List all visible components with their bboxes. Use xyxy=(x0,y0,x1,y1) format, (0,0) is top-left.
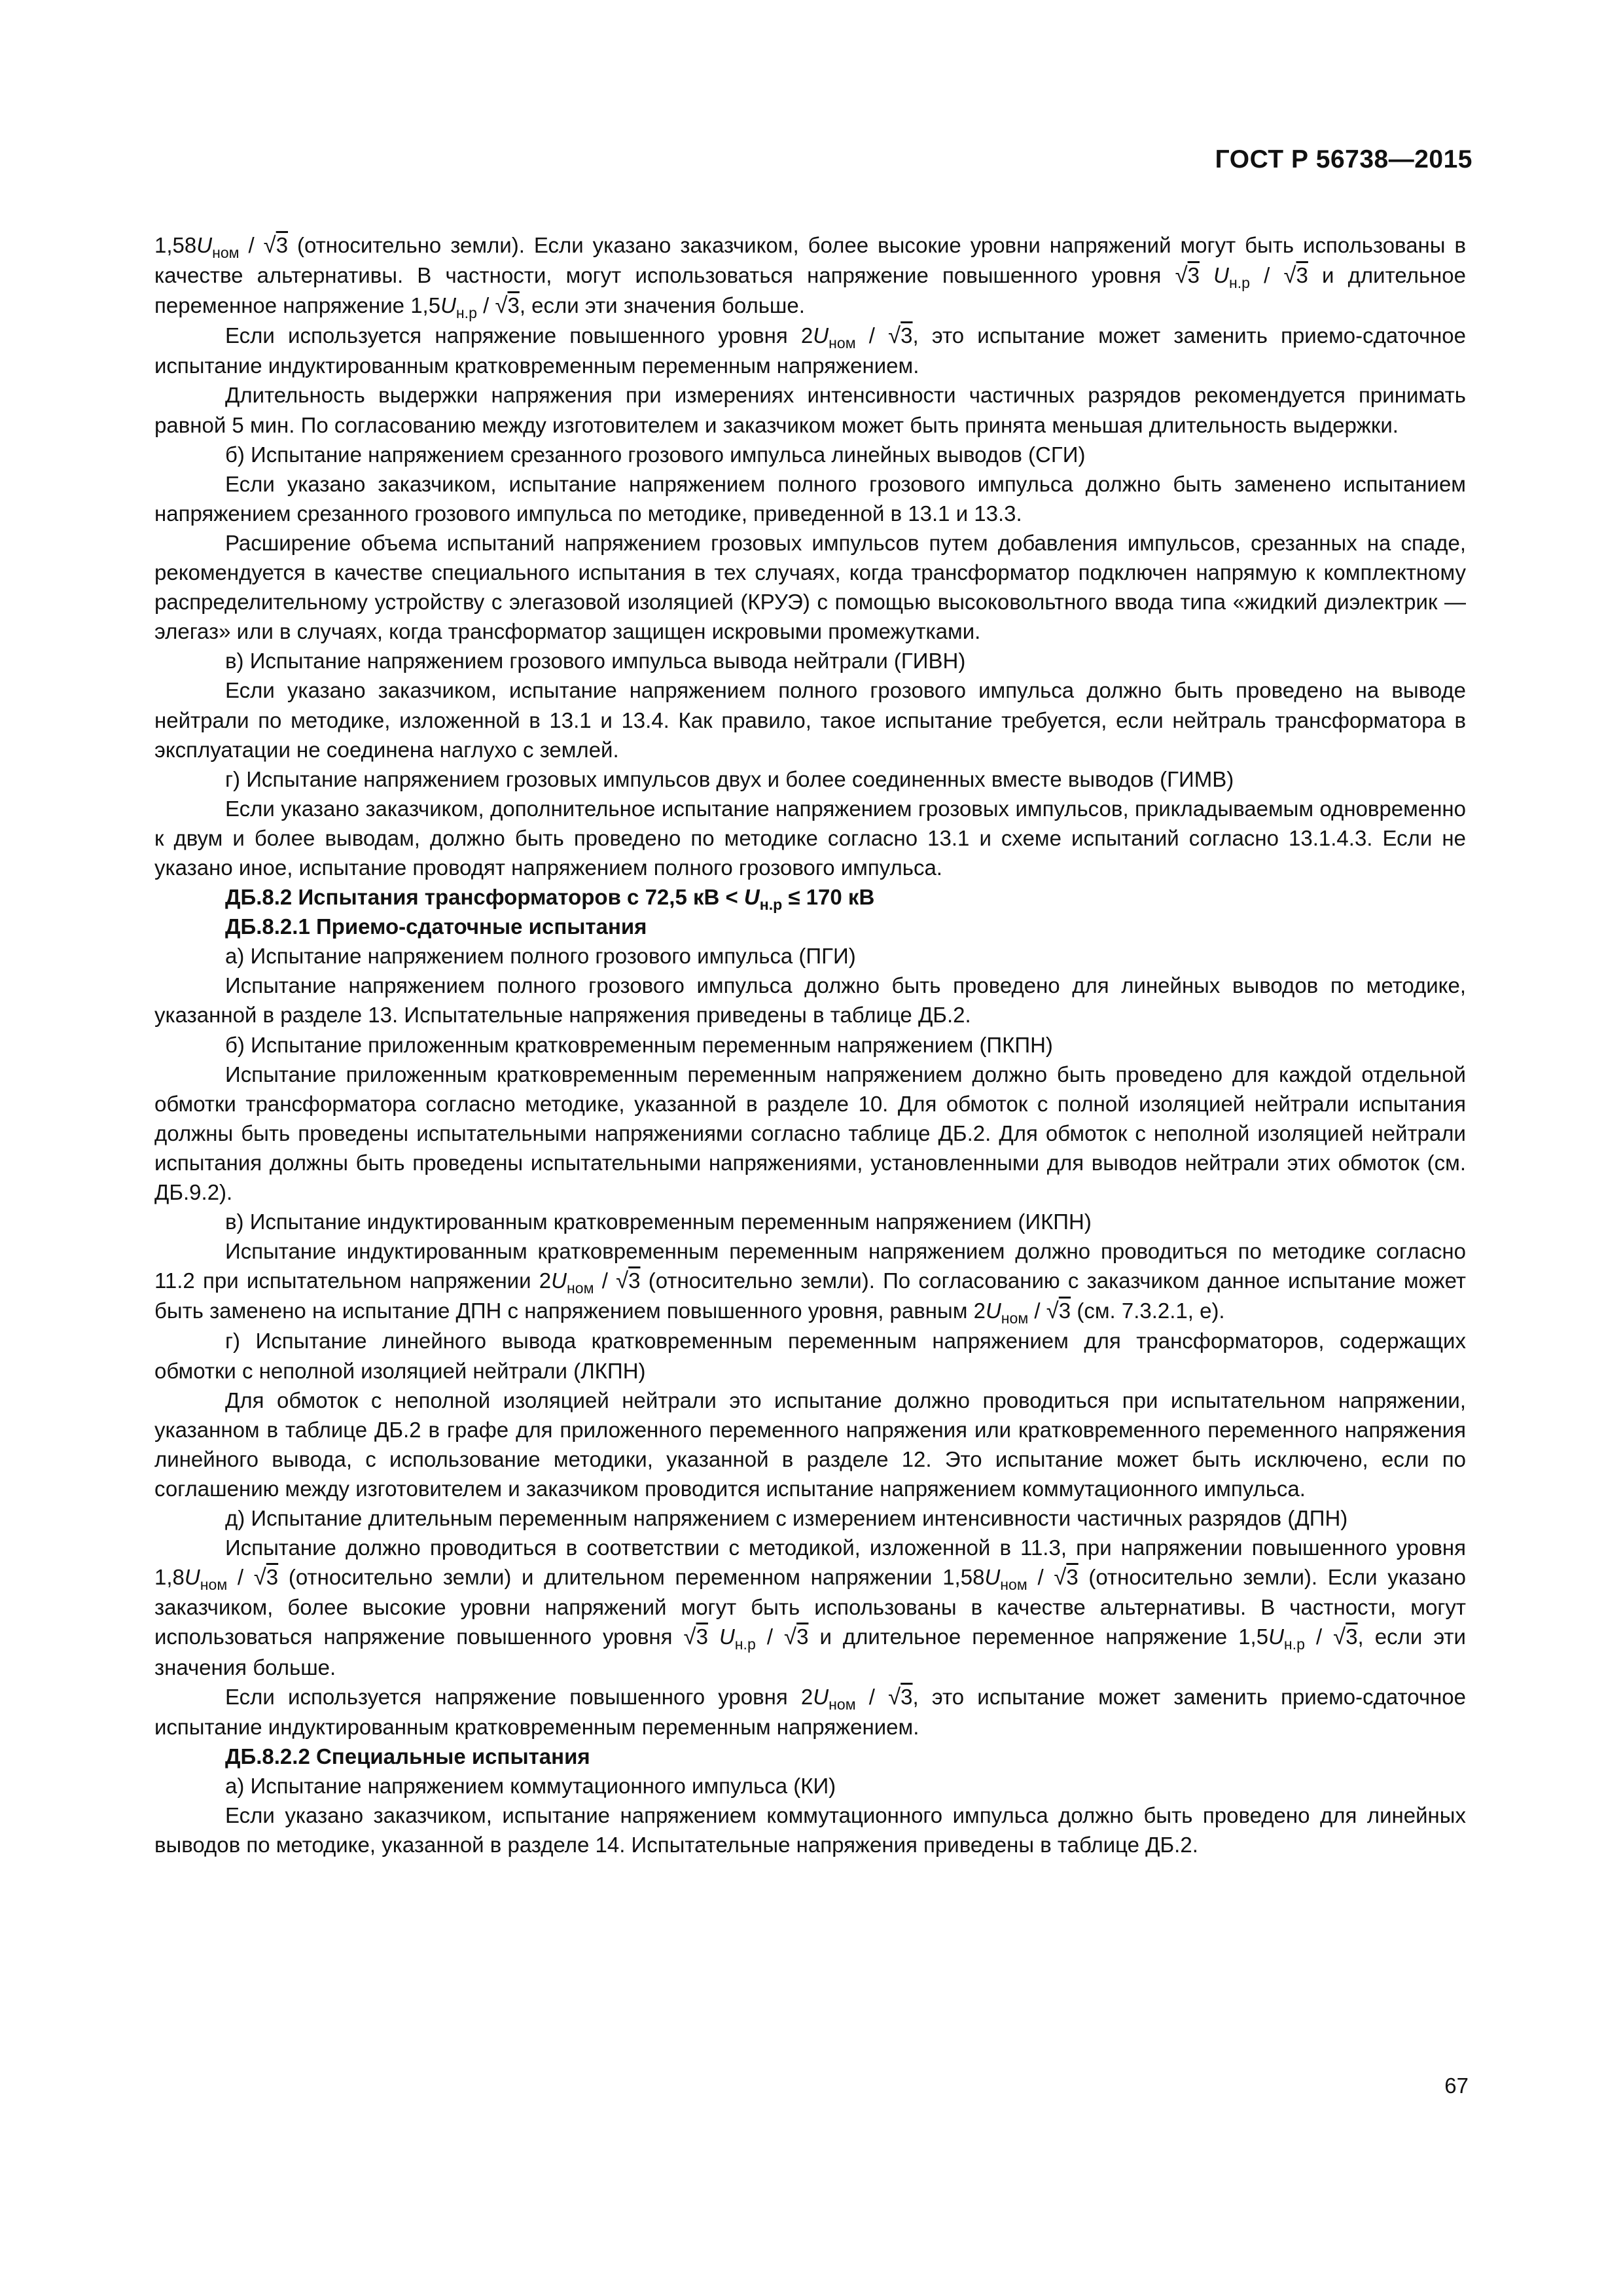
paragraph-3: Длительность выдержки напряжения при измерениях интенсивности частичных разрядов рекомендуется принимать равной 5 мин. По согласованию между изготовителем и заказчиком может быть принята меньшая длительность выдержки. xyxy=(154,383,1466,437)
list-item-b-sgi: б) Испытание напряжением срезанного грозового импульса линейных выводов (СГИ) xyxy=(225,442,1086,467)
paragraph-26: Если указано заказчиком, испытание напряжением коммутационного импульса должно быть проведено для линейных выводов по методике, указанной в разделе 14. Испытательные напряжения приведены в таблице ДБ.2. xyxy=(154,1803,1466,1857)
list-item-b-pkpn: б) Испытание приложенным кратковременным переменным напряжением (ПКПН) xyxy=(225,1032,1053,1057)
list-item-g-lkpn: г) Испытание линейного вывода кратковременным переменным напряжением для трансформаторов, содержащих обмотки с неполной изоляцией нейтрали (ЛКПН) xyxy=(154,1329,1466,1383)
paragraph-16: Испытание приложенным кратковременным переменным напряжением должно быть проведено для каждой отдельной обмотки трансформатора согласно методике, указанной в разделе 10. Для обмоток с полной изоляцией нейтрали испытания должны быть проведены испытательными напряжениями согласно таблице ДБ.2. Для обмоток с неполной изоляцией нейтрали испытания должны быть проведены испытательными напряжениями, установленными для выводов нейтрали этих обмоток (см. ДБ.9.2). xyxy=(154,1062,1466,1204)
paragraph-20: Для обмоток с неполной изоляцией нейтрали это испытание должно проводиться при испытательном напряжении, указанном в таблице ДБ.2 в графе для приложенного переменного напряжения или кратковременного переменного напряжения линейного вывода, с использование методики, указанной в разделе 12. Это испытание может быть исключено, если по соглашению между изготовителем и заказчиком проводится испытание напряжением коммутационного импульса. xyxy=(154,1388,1466,1501)
paragraph-22: Испытание должно проводиться в соответствии с методикой, изложенной в 11.3, при напряжении повышенного уровня $1,8U_{ном} / √3$ (относительно земли) и длительном переменном напряжении $1,58U_{ном} / √3$ (относительно земли). Если указано заказчиком, более высокие уровни напряжений могут быть использованы в качестве альтернативы. В частности, могут использоваться напряжение повышенного уровня √3 $U_{н.р} / √3$ и длительное переменное напряжение $1,5U_{н.р} / √3$, если эти значения больше. xyxy=(154,1535,1466,1679)
paragraph-14: Испытание напряжением полного грозового импульса должно быть проведено для линейных выводов по методике, указанной в разделе 13. Испытательные напряжения приведены в таблице ДБ.2. xyxy=(154,973,1466,1028)
section-heading-db-8-2-2: ДБ.8.2.2 Специальные испытания xyxy=(225,1744,590,1768)
paragraph-18: Испытание индуктированным кратковременным переменным напряжением должно проводиться по методике согласно 11.2 при испытательном напряжении $2U_{ном} / √3$ (относительно земли). По согласованию с заказчиком данное испытание может быть заменено на испытание ДПН с напряжением повышенного уровня, равным $2U_{ном} / √3$ (см. 7.3.2.1, е). xyxy=(154,1239,1466,1327)
paragraph-8: Если указано заказчиком, испытание напряжением полного грозового импульса должно быть проведено на выводе нейтрали по методике, изложенной в 13.1 и 13.4. Как правило, такое испытание требуется, если нейтраль трансформатора в эксплуатации не соединена наглухо с землей. xyxy=(154,678,1466,762)
list-item-a-pgi: а) Испытание напряжением полного грозового импульса (ПГИ) xyxy=(225,944,856,969)
document-body xyxy=(154,230,1466,1859)
paragraph-2: Если используется напряжение повышенного уровня $2U_{ном} / √3$, это испытание может заменить приемо-сдаточное испытание индуктированным кратковременным переменным напряжением. xyxy=(154,323,1466,378)
paragraph-10: Если указано заказчиком, дополнительное испытание напряжением грозовых импульсов, прикладываемым одновременно к двум и более выводам, должно быть проведено по методике согласно 13.1 и схеме испытаний согласно 13.1.4.3. Если не указано иное, испытание проводят напряжением полного грозового импульса. xyxy=(154,796,1466,880)
section-heading-db-8-2: ДБ.8.2 Испытания трансформаторов с 72,5 кВ < $U_{н.р} \le 170$ кВ xyxy=(225,885,875,914)
paragraph-5: Если указано заказчиком, испытание напряжением полного грозового импульса должно быть заменено испытанием напряжением срезанного грозового импульса по методике, приведенной в 13.1 и 13.3. xyxy=(154,471,1466,526)
list-item-v-givn: в) Испытание напряжением грозового импульса вывода нейтрали (ГИВН) xyxy=(225,649,966,673)
list-item-a-ki: а) Испытание напряжением коммутационного импульса (КИ) xyxy=(225,1773,836,1798)
standard-header: ГОСТ Р 56738—2015 xyxy=(1215,145,1472,173)
list-item-v-ikpn: в) Испытание индуктированным кратковременным переменным напряжением (ИКПН) xyxy=(225,1210,1092,1234)
list-item-g-gimv: г) Испытание напряжением грозовых импульсов двух и более соединенных вместе выводов (ГИМВ) xyxy=(225,766,1234,791)
paragraph-6: Расширение объема испытаний напряжением грозовых импульсов путем добавления импульсов, срезанных на спаде, рекомендуется в качестве специального испытания в тех случаях, когда трансформатор подключен напрямую к комплектному распределительному устройству с элегазовой изоляцией (КРУЭ) с помощью высоковольтного ввода типа «жидкий диэлектрик — элегаз» или в случаях, когда трансформатор защищен искровыми промежутками. xyxy=(154,530,1466,644)
list-item-d-dpn: д) Испытание длительным переменным напряжением с измерением интенсивности частичных разрядов (ДПН) xyxy=(225,1506,1348,1531)
paragraph-1: $1,58U_{ном} / √3$ (относительно земли). Если указано заказчиком, более высокие уровни напряжений могут быть использованы в качестве альтернативы. В частности, могут использоваться напряжение повышенного уровня √3 $U_{н.р} / √3$ и длительное переменное напряжение $1,5U_{н.р} / √3$, если эти значения больше. xyxy=(154,233,1466,322)
paragraph-23: Если используется напряжение повышенного уровня $2U_{ном} / √3$, это испытание может заменить приемо-сдаточное испытание индуктированным кратковременным переменным напряжением. xyxy=(154,1684,1466,1739)
page-number: 67 xyxy=(1444,2073,1469,2098)
section-heading-db-8-2-1: ДБ.8.2.1 Приемо-сдаточные испытания xyxy=(225,914,647,939)
